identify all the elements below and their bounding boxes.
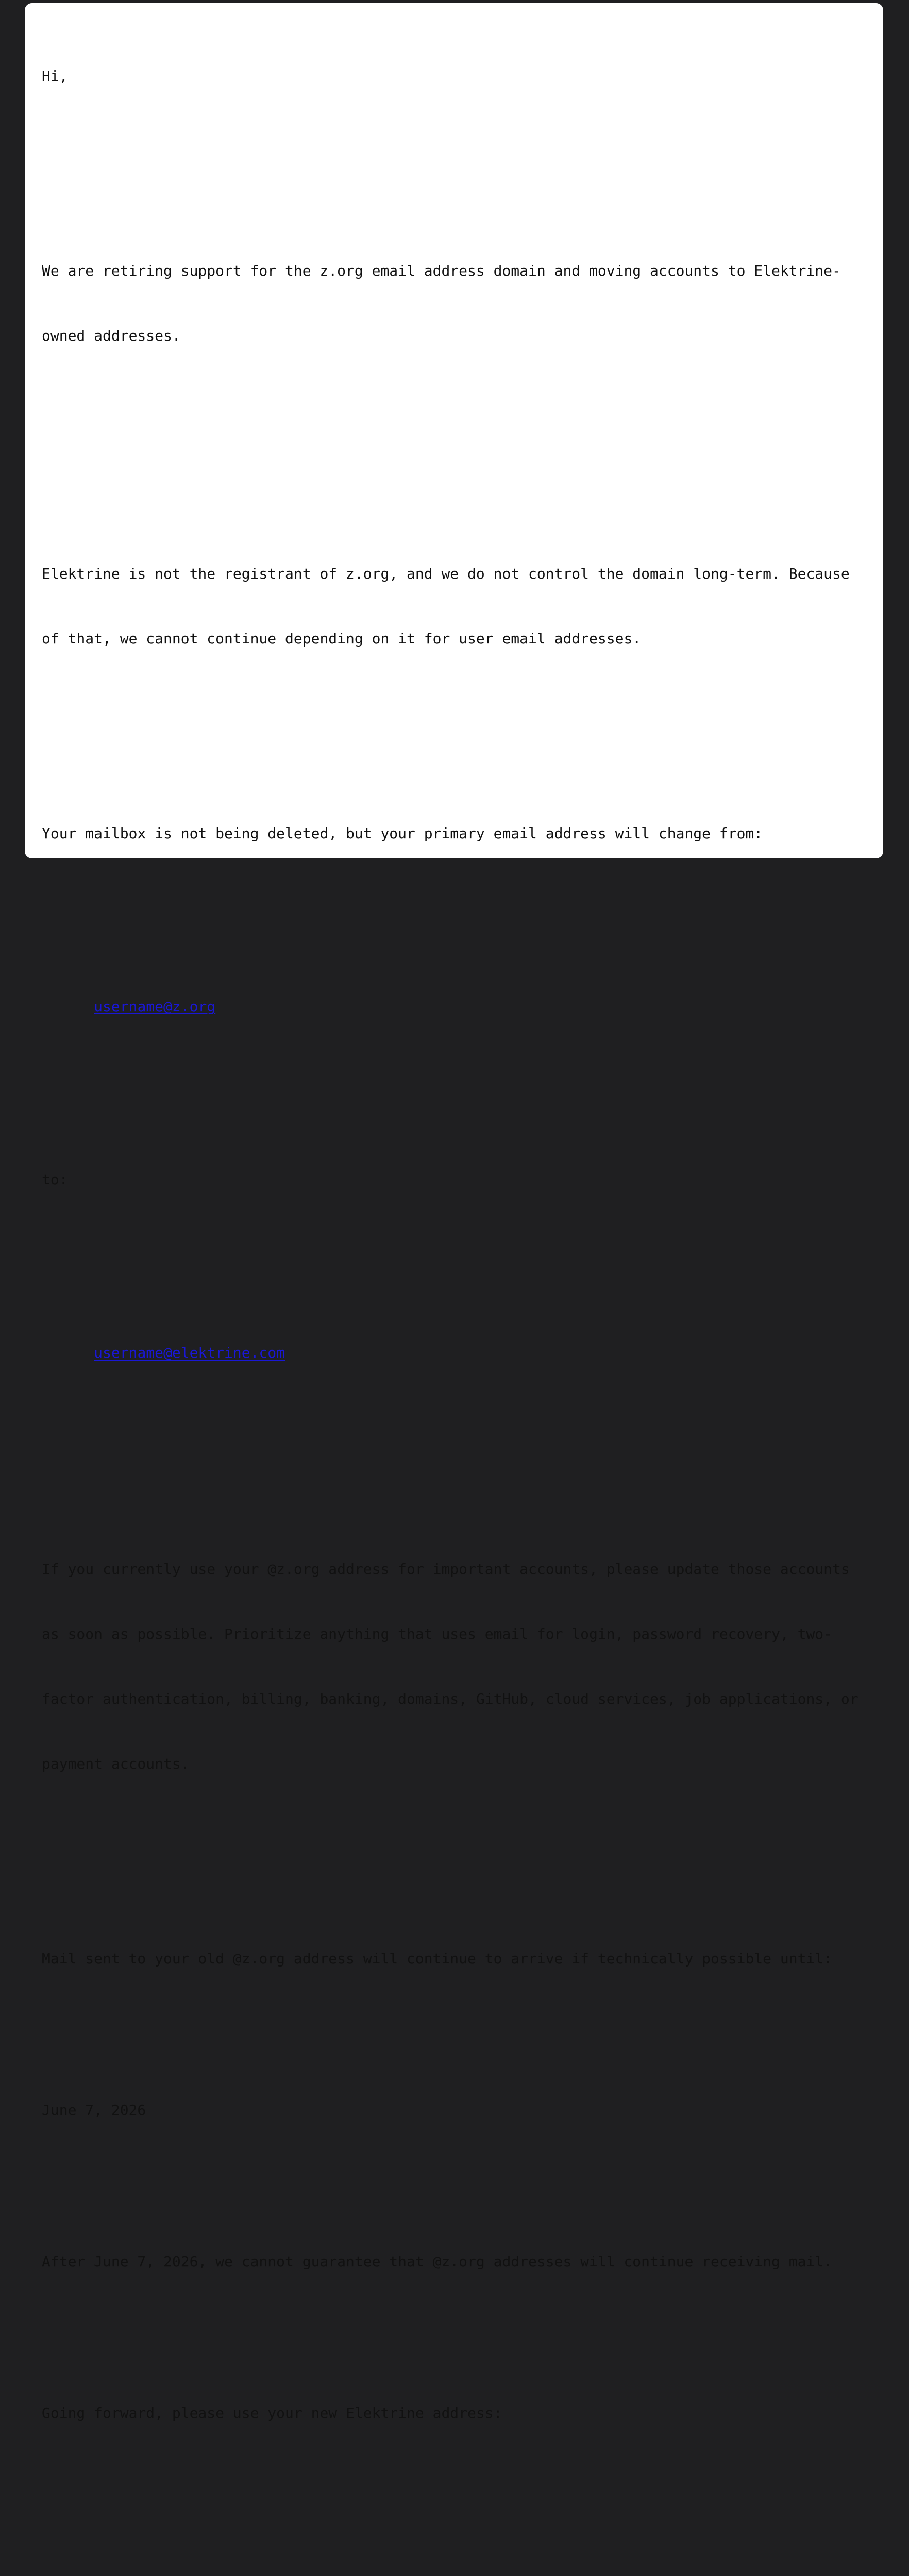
paragraph-line: as soon as possible. Prioritize anything that uses email for login, password recovery, two- bbox=[42, 1625, 833, 1642]
new-address-line bbox=[42, 1320, 867, 1385]
paragraph-gap bbox=[42, 1429, 867, 1450]
paragraph-gap bbox=[42, 736, 867, 758]
paragraph-gap bbox=[42, 1082, 867, 1104]
paragraph-line: payment accounts. bbox=[42, 1755, 190, 1772]
paragraph-mail-forwarding: Mail sent to your old @z.org address will continue to arrive if technically possible until: bbox=[42, 1950, 833, 1967]
paragraph-gap bbox=[42, 2013, 867, 2035]
email-body bbox=[42, 22, 867, 2576]
paragraph-line: We are retiring support for the z.org email address domain and moving accounts to Elektrine- bbox=[42, 262, 841, 279]
paragraph-going-forward: Going forward, please use your new Elektrine address: bbox=[42, 2404, 502, 2421]
paragraph-after-deadline: After June 7, 2026, we cannot guarantee that @z.org addresses will continue receiving mail. bbox=[42, 2253, 833, 2270]
deadline-date: June 7, 2026 bbox=[42, 2102, 146, 2119]
paragraph-update-accounts bbox=[42, 1515, 867, 1818]
paragraph-retiring-support bbox=[42, 217, 867, 390]
email-message-card bbox=[25, 3, 883, 2421]
paragraph-gap bbox=[42, 2467, 867, 2489]
paragraph-line: If you currently use your @z.org address for important accounts, please update those accounts bbox=[42, 1561, 850, 1578]
to-label: to: bbox=[42, 1171, 68, 1188]
paragraph-line: factor authentication, billing, banking, domains, GitHub, cloud services, job applications, or bbox=[42, 1690, 858, 1707]
paragraph-gap bbox=[42, 2316, 867, 2337]
paragraph-gap bbox=[42, 888, 867, 909]
greeting: Hi, bbox=[42, 67, 68, 84]
paragraph-line: Elektrine is not the registrant of z.org, and we do not control the domain long-term. Because bbox=[42, 565, 850, 582]
new-email-address-link[interactable]: username@elektrine.com bbox=[94, 1344, 285, 1361]
old-address-line bbox=[42, 974, 867, 1039]
new-address-repeat-line bbox=[42, 2554, 867, 2576]
paragraph-line: owned addresses. bbox=[42, 327, 181, 344]
paragraph-gap bbox=[42, 1861, 867, 1883]
paragraph-gap bbox=[42, 2164, 867, 2186]
old-email-address-link[interactable]: username@z.org bbox=[94, 998, 216, 1015]
paragraph-not-registrant bbox=[42, 520, 867, 693]
paragraph-gap bbox=[42, 1234, 867, 1256]
paragraph-gap bbox=[42, 130, 867, 152]
paragraph-gap bbox=[42, 433, 867, 455]
paragraph-line: of that, we cannot continue depending on it for user email addresses. bbox=[42, 630, 642, 647]
paragraph-address-change: Your mailbox is not being deleted, but your primary email address will change from: bbox=[42, 825, 763, 842]
